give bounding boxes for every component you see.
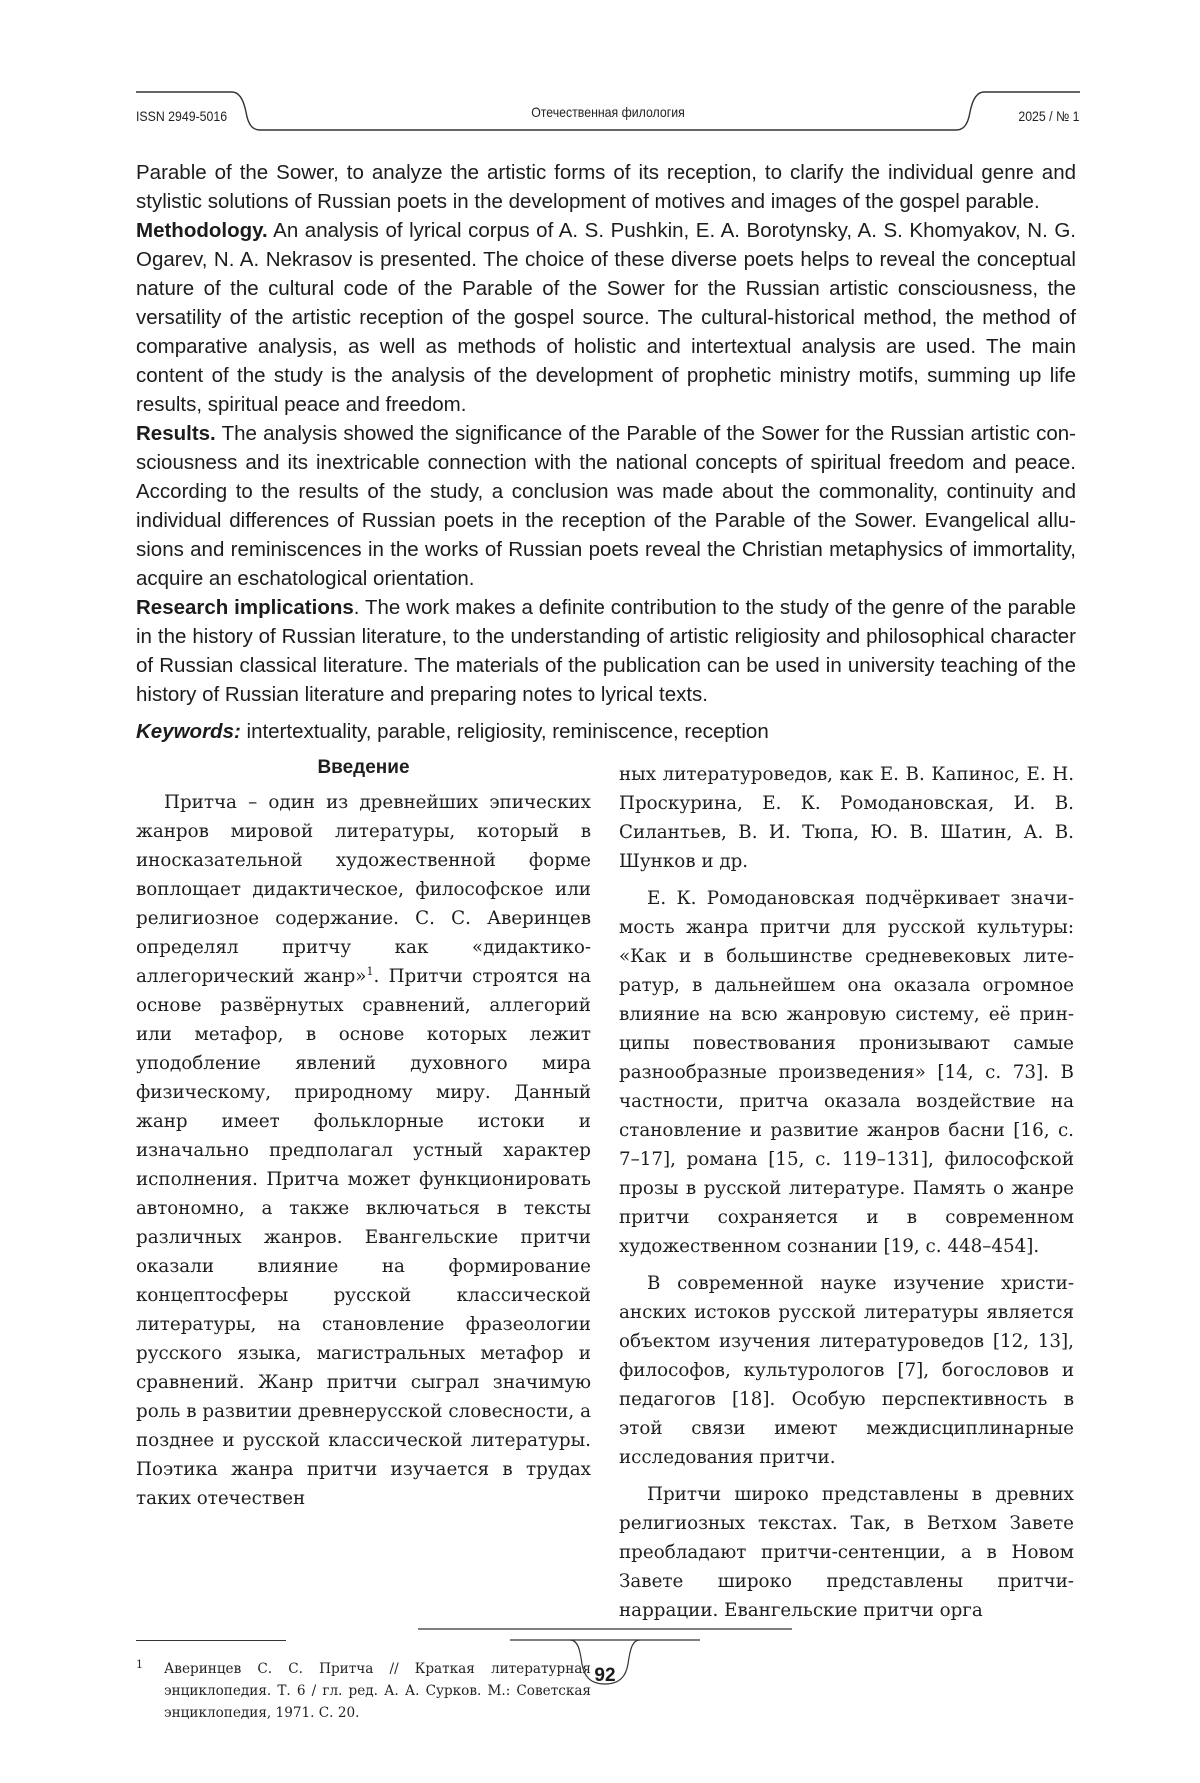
body-paragraph: ных литературоведов, как Е. В. Капинос, Е. Н. Проскурина, Е. К. Ромодановская, И. В. Силантьев, В. И. Тюпа, Ю. В. Шатин, А. В. Шунков и др. — [619, 764, 1074, 872]
body-paragraph: В современной науке изучение христианских истоков русской литературы является объектом изучения литературоведов [12, 13], философов, культурологов [7], богословов и педагогов [18]. Особую перспективность в этой связи имеют междисциплинарные исследования притчи. — [619, 1273, 1074, 1468]
abstract-purpose: Parable of the Sower, to analyze the artistic forms of its reception, to clarify the individual genre and stylistic solutions of Russian poets in the development of motives and images of the gospel parable. — [136, 161, 1076, 213]
issn-label: ISSN 2949-5016 — [136, 108, 228, 124]
section-heading: Введение — [317, 757, 410, 778]
implications-label: Research implications — [136, 596, 354, 619]
keywords-label: Keywords: — [136, 720, 241, 743]
footnote-rule — [136, 1640, 286, 1641]
methodology-label: Methodology. — [136, 219, 268, 242]
abstract — [136, 158, 1076, 746]
issue-label: 2025 / № 1 — [1018, 108, 1080, 124]
abstract-methodology: Methodology. An analysis of lyrical corpus of A. S. Pushkin, E. A. Borotynsky, A. S. Khomyakov, N. G. Ogarev, N. A. Nekrasov is presented. The choice of these diverse poets helps to reveal the conceptual nature of the cultural code of the Parable of the Sower for the Russian artistic consciousness, the versatility of the artistic reception of the gospel source. The cultural-historical method, the method of comparative analysis, as well as methods of holistic and intertextual analysis are used. The main content of the study is the analysis of the development of prophetic ministry motifs, summing up life results, spiritual peace and freedom. — [136, 219, 1076, 416]
running-header — [136, 92, 1080, 140]
results-label: Results. — [136, 422, 216, 445]
right-column — [619, 760, 1074, 1625]
footer-ornament — [410, 1620, 800, 1700]
keywords-list: intertextuality, parable, religiosity, reminiscence, reception — [240, 720, 769, 743]
keywords — [136, 717, 1076, 746]
page-footer — [410, 1620, 800, 1700]
journal-title: Отечественная филология — [531, 104, 685, 120]
abstract-results: Results. The analysis showed the significance of the Parable of the Sower for the Russian artistic consciousness and its inextricable connection with the national concepts of spiritual freedom and peace. According to the results of the study, a conclusion was made about the commonality, continuity and individual differences of Russian poets in the reception of the Parable of the Sower. Evangelical allusions and reminiscences in the works of Russian poets reveal the Christian metaphysics of immortality, acquire an eschatological orientation. — [136, 422, 1076, 590]
footnote-ref[interactable]: 1 — [366, 965, 374, 978]
footnote-number: 1 — [136, 1658, 143, 1671]
body-paragraph: Притча – один из древнейших эпических жанров мировой литературы, который в иносказательной художественной форме воплощает дидактическое, философское или религиозное содержание. С. С. Аверинцев определял притчу как «дидактико-аллегорический жанр»$^1$. Притчи строятся на основе развёрнутых сравнений, аллегорий или метафор, в основе которых лежит уподобление явлений духовного мира физическому, природному миру. Данный жанр имеет фольклорные истоки и изначально предполагал устный характер исполнения. Притча может функционировать автономно, а также включаться в тексты различных жанров. Евангельские притчи оказали влияние на формирование концептосферы русской классической литературы, на становление фразеологии русского языка, магистральных метафор и сравнений. Жанр притчи сыграл значимую роль в развитии древнерусской словесности, а позднее и русской классической литературы. Поэтика жанра притчи изучается в трудах таких отечествен — [136, 792, 591, 1509]
body-paragraph: Притчи широко представлены в древних религиозных текстах. Так, в Ветхом Завете преобладают притчи-сентенции, а в Новом Завете широко представлены притчи-наррации. Евангельские притчи орга — [619, 1484, 1074, 1621]
body-paragraph: Е. К. Ромодановская подчёркивает значимость жанра притчи для русской культуры: «Как и в большинстве средневековых литератур, в дальнейшем она оказала огромное влияние на всю жанровую систему, её принципы повествования пронизывают самые разнообразные произведения» [14, с. 73]. В частности, притча оказала воздействие на становление и развитие жанров басни [16, с. 7–17], романа [15, с. 119–131], философской прозы в русской литературе. Память о жанре притчи сохраняется и в современном художественном сознании [19, с. 448–454]. — [619, 888, 1074, 1257]
abstract-implications: Research implications. The work makes a definite contribution to the study of the genre of the parable in the history of Russian literature, to the understanding of artistic religiosity and philosophical character of Russian classical literature. The materials of the publication can be used in university teaching of the history of Russian literature and preparing notes to lyrical texts. — [136, 596, 1076, 706]
page-number: 92 — [594, 1665, 616, 1686]
left-column — [136, 753, 591, 1513]
footnote-text: Аверинцев С. С. Притча // Краткая литературная энциклопедия. Т. 6 / гл. ред. А. А. Сурков. М.: Советская энциклопедия, 1971. С. 20. — [164, 1661, 591, 1721]
